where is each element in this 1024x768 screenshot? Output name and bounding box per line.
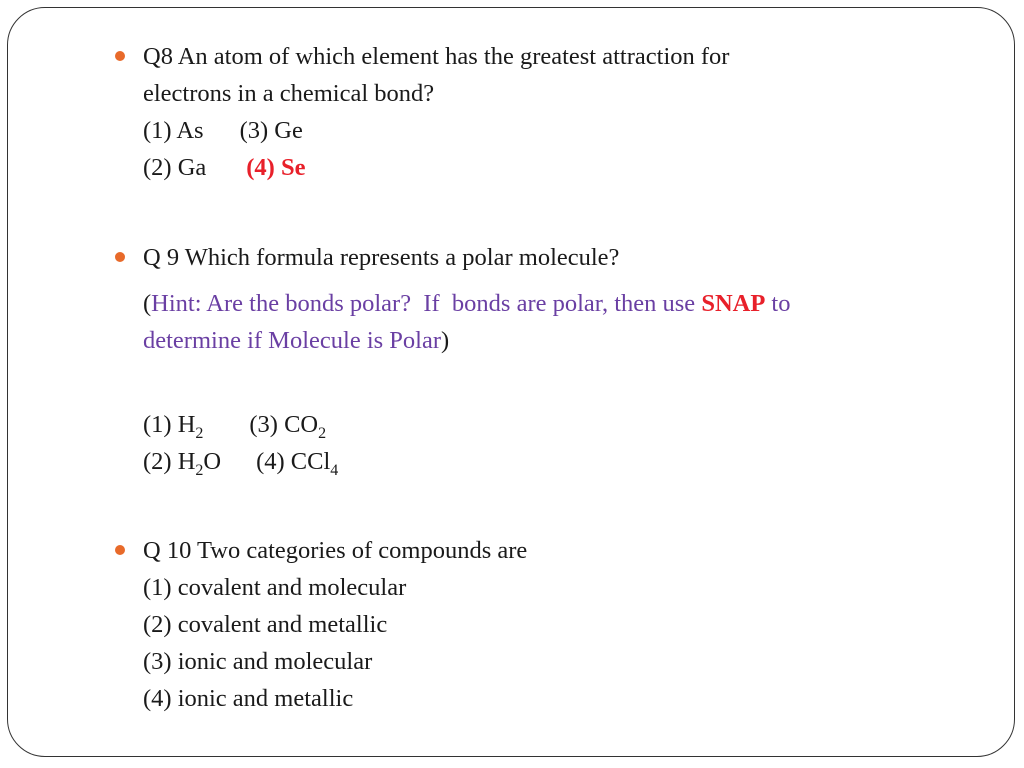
q9-question: Q 9 Which formula represents a polar molecule?: [143, 244, 620, 271]
question-8: [143, 38, 729, 186]
bullet-q8: [115, 51, 125, 61]
q9-option-2: (2) $H_2O$: [143, 448, 222, 479]
q8-line1: Q8 An atom of which element has the greatest attraction for: [143, 43, 730, 70]
q10-option-2: (2) covalent and metallic: [143, 611, 388, 638]
q9-hint-open: (: [143, 290, 152, 317]
q9-hint: [143, 285, 790, 359]
q9-hint-text2: to: [765, 290, 791, 317]
q9-hint-close: ): [441, 327, 450, 354]
bullet-q9: [115, 252, 125, 262]
q9-options: [143, 406, 338, 480]
question-9: [143, 239, 619, 276]
q9-option-3: (3) $CO_2$: [249, 411, 327, 442]
q9-option-4: (4) CCl$_4$: [256, 448, 339, 479]
q10-question: Q 10 Two categories of compounds are: [143, 537, 528, 564]
q9-hint-text1: Hint: Are the bonds polar? If bonds are polar, then use: [151, 290, 702, 317]
q10-option-1: (1) covalent and molecular: [143, 574, 407, 601]
q8-option-3: (3) Ge: [239, 117, 303, 144]
q8-options-row1: [143, 112, 729, 149]
question-10: [143, 532, 527, 717]
q8-option-2: (2) Ga: [143, 154, 207, 181]
q8-answer: (4) Se: [246, 154, 306, 181]
q9-snap: SNAP: [701, 290, 766, 317]
q9-hint-text3: determine if Molecule is Polar: [143, 327, 441, 354]
q8-options-row2: [143, 149, 729, 186]
q8-option-1: (1) As: [143, 117, 204, 144]
q8-line2: electrons in a chemical bond?: [143, 80, 435, 107]
bullet-q10: [115, 545, 125, 555]
q10-option-4: (4) ionic and metallic: [143, 685, 354, 712]
q10-option-3: (3) ionic and molecular: [143, 648, 373, 675]
q9-option-1: (1) $H_2$: [143, 411, 204, 442]
